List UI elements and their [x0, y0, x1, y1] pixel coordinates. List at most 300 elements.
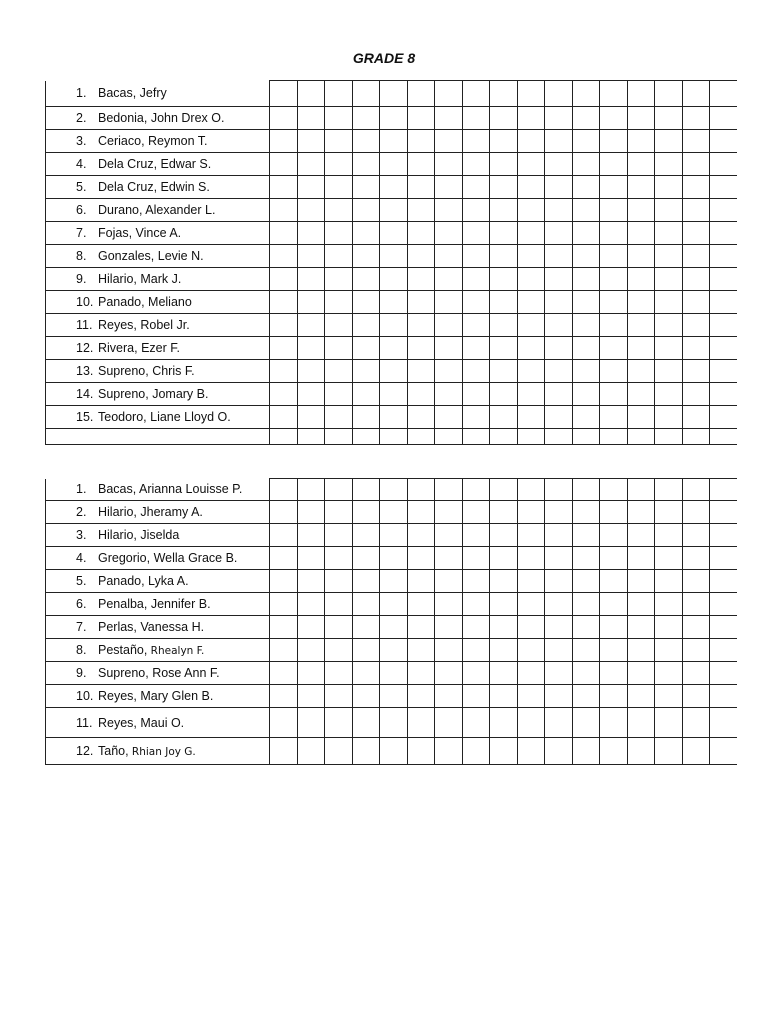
mark-cell[interactable]	[435, 81, 463, 107]
mark-cell[interactable]	[270, 130, 298, 153]
mark-cell[interactable]	[627, 314, 655, 337]
mark-cell[interactable]	[490, 176, 518, 199]
mark-cell[interactable]	[627, 547, 655, 570]
mark-cell[interactable]	[682, 479, 710, 501]
mark-cell[interactable]	[462, 547, 490, 570]
mark-cell[interactable]	[297, 245, 325, 268]
mark-cell[interactable]	[682, 337, 710, 360]
mark-cell[interactable]	[270, 176, 298, 199]
mark-cell[interactable]	[600, 291, 628, 314]
mark-cell[interactable]	[325, 406, 353, 429]
mark-cell[interactable]	[627, 130, 655, 153]
mark-cell[interactable]	[490, 570, 518, 593]
mark-cell[interactable]	[572, 501, 600, 524]
mark-cell[interactable]	[600, 547, 628, 570]
mark-cell[interactable]	[380, 337, 408, 360]
mark-cell[interactable]	[270, 738, 298, 765]
mark-cell[interactable]	[490, 662, 518, 685]
mark-cell[interactable]	[682, 662, 710, 685]
mark-cell[interactable]	[270, 593, 298, 616]
mark-cell[interactable]	[572, 406, 600, 429]
mark-cell[interactable]	[655, 337, 683, 360]
mark-cell[interactable]	[270, 360, 298, 383]
mark-cell[interactable]	[380, 291, 408, 314]
mark-cell[interactable]	[325, 524, 353, 547]
mark-cell[interactable]	[435, 360, 463, 383]
mark-cell[interactable]	[682, 383, 710, 406]
mark-cell[interactable]	[297, 685, 325, 708]
mark-cell[interactable]	[627, 81, 655, 107]
mark-cell[interactable]	[462, 501, 490, 524]
mark-cell[interactable]	[297, 547, 325, 570]
mark-cell[interactable]	[572, 738, 600, 765]
mark-cell[interactable]	[297, 616, 325, 639]
mark-cell[interactable]	[462, 176, 490, 199]
mark-cell[interactable]	[655, 616, 683, 639]
mark-cell[interactable]	[710, 199, 737, 222]
mark-cell[interactable]	[655, 81, 683, 107]
mark-cell[interactable]	[710, 547, 737, 570]
mark-cell[interactable]	[682, 81, 710, 107]
mark-cell[interactable]	[545, 429, 573, 445]
mark-cell[interactable]	[297, 383, 325, 406]
mark-cell[interactable]	[600, 314, 628, 337]
mark-cell[interactable]	[352, 245, 380, 268]
mark-cell[interactable]	[682, 130, 710, 153]
mark-cell[interactable]	[545, 130, 573, 153]
mark-cell[interactable]	[435, 501, 463, 524]
mark-cell[interactable]	[682, 291, 710, 314]
mark-cell[interactable]	[270, 662, 298, 685]
mark-cell[interactable]	[435, 479, 463, 501]
mark-cell[interactable]	[627, 501, 655, 524]
mark-cell[interactable]	[325, 130, 353, 153]
mark-cell[interactable]	[407, 314, 435, 337]
mark-cell[interactable]	[407, 429, 435, 445]
mark-cell[interactable]	[710, 337, 737, 360]
mark-cell[interactable]	[325, 314, 353, 337]
mark-cell[interactable]	[655, 130, 683, 153]
mark-cell[interactable]	[517, 245, 545, 268]
mark-cell[interactable]	[600, 107, 628, 130]
mark-cell[interactable]	[545, 107, 573, 130]
mark-cell[interactable]	[572, 429, 600, 445]
mark-cell[interactable]	[627, 593, 655, 616]
mark-cell[interactable]	[710, 176, 737, 199]
mark-cell[interactable]	[517, 501, 545, 524]
mark-cell[interactable]	[517, 337, 545, 360]
mark-cell[interactable]	[572, 314, 600, 337]
mark-cell[interactable]	[627, 337, 655, 360]
mark-cell[interactable]	[462, 245, 490, 268]
mark-cell[interactable]	[407, 130, 435, 153]
mark-cell[interactable]	[297, 81, 325, 107]
mark-cell[interactable]	[682, 524, 710, 547]
mark-cell[interactable]	[325, 222, 353, 245]
mark-cell[interactable]	[710, 685, 737, 708]
mark-cell[interactable]	[462, 360, 490, 383]
mark-cell[interactable]	[682, 406, 710, 429]
mark-cell[interactable]	[490, 314, 518, 337]
mark-cell[interactable]	[572, 360, 600, 383]
mark-cell[interactable]	[462, 314, 490, 337]
mark-cell[interactable]	[710, 479, 737, 501]
mark-cell[interactable]	[655, 593, 683, 616]
mark-cell[interactable]	[407, 501, 435, 524]
mark-cell[interactable]	[380, 685, 408, 708]
mark-cell[interactable]	[435, 429, 463, 445]
mark-cell[interactable]	[572, 662, 600, 685]
mark-cell[interactable]	[572, 337, 600, 360]
mark-cell[interactable]	[297, 222, 325, 245]
mark-cell[interactable]	[380, 245, 408, 268]
mark-cell[interactable]	[407, 245, 435, 268]
mark-cell[interactable]	[407, 222, 435, 245]
mark-cell[interactable]	[600, 222, 628, 245]
mark-cell[interactable]	[490, 524, 518, 547]
mark-cell[interactable]	[462, 107, 490, 130]
mark-cell[interactable]	[325, 685, 353, 708]
mark-cell[interactable]	[682, 547, 710, 570]
mark-cell[interactable]	[682, 360, 710, 383]
mark-cell[interactable]	[297, 524, 325, 547]
mark-cell[interactable]	[435, 524, 463, 547]
mark-cell[interactable]	[297, 107, 325, 130]
mark-cell[interactable]	[572, 153, 600, 176]
mark-cell[interactable]	[297, 662, 325, 685]
mark-cell[interactable]	[572, 639, 600, 662]
mark-cell[interactable]	[407, 337, 435, 360]
mark-cell[interactable]	[655, 153, 683, 176]
mark-cell[interactable]	[352, 547, 380, 570]
mark-cell[interactable]	[655, 662, 683, 685]
mark-cell[interactable]	[352, 199, 380, 222]
mark-cell[interactable]	[380, 708, 408, 738]
mark-cell[interactable]	[517, 268, 545, 291]
mark-cell[interactable]	[572, 383, 600, 406]
mark-cell[interactable]	[435, 199, 463, 222]
mark-cell[interactable]	[627, 153, 655, 176]
mark-cell[interactable]	[545, 479, 573, 501]
mark-cell[interactable]	[270, 291, 298, 314]
mark-cell[interactable]	[297, 153, 325, 176]
mark-cell[interactable]	[627, 245, 655, 268]
mark-cell[interactable]	[655, 639, 683, 662]
mark-cell[interactable]	[297, 314, 325, 337]
mark-cell[interactable]	[490, 245, 518, 268]
mark-cell[interactable]	[545, 685, 573, 708]
mark-cell[interactable]	[270, 81, 298, 107]
mark-cell[interactable]	[517, 360, 545, 383]
mark-cell[interactable]	[517, 130, 545, 153]
mark-cell[interactable]	[545, 291, 573, 314]
mark-cell[interactable]	[600, 593, 628, 616]
mark-cell[interactable]	[435, 130, 463, 153]
mark-cell[interactable]	[710, 222, 737, 245]
mark-cell[interactable]	[297, 360, 325, 383]
mark-cell[interactable]	[462, 570, 490, 593]
mark-cell[interactable]	[435, 593, 463, 616]
mark-cell[interactable]	[600, 360, 628, 383]
mark-cell[interactable]	[297, 199, 325, 222]
mark-cell[interactable]	[655, 547, 683, 570]
mark-cell[interactable]	[407, 153, 435, 176]
mark-cell[interactable]	[600, 738, 628, 765]
mark-cell[interactable]	[490, 153, 518, 176]
mark-cell[interactable]	[325, 199, 353, 222]
mark-cell[interactable]	[462, 337, 490, 360]
mark-cell[interactable]	[352, 222, 380, 245]
mark-cell[interactable]	[380, 314, 408, 337]
mark-cell[interactable]	[517, 107, 545, 130]
mark-cell[interactable]	[682, 685, 710, 708]
mark-cell[interactable]	[270, 383, 298, 406]
mark-cell[interactable]	[325, 570, 353, 593]
mark-cell[interactable]	[462, 708, 490, 738]
mark-cell[interactable]	[572, 268, 600, 291]
mark-cell[interactable]	[517, 685, 545, 708]
mark-cell[interactable]	[462, 153, 490, 176]
mark-cell[interactable]	[545, 738, 573, 765]
mark-cell[interactable]	[490, 708, 518, 738]
mark-cell[interactable]	[682, 153, 710, 176]
mark-cell[interactable]	[490, 107, 518, 130]
mark-cell[interactable]	[600, 662, 628, 685]
mark-cell[interactable]	[270, 570, 298, 593]
mark-cell[interactable]	[655, 406, 683, 429]
mark-cell[interactable]	[270, 524, 298, 547]
mark-cell[interactable]	[710, 501, 737, 524]
mark-cell[interactable]	[325, 547, 353, 570]
mark-cell[interactable]	[462, 524, 490, 547]
mark-cell[interactable]	[655, 268, 683, 291]
mark-cell[interactable]	[682, 429, 710, 445]
mark-cell[interactable]	[627, 176, 655, 199]
mark-cell[interactable]	[270, 199, 298, 222]
mark-cell[interactable]	[517, 738, 545, 765]
mark-cell[interactable]	[710, 639, 737, 662]
mark-cell[interactable]	[517, 383, 545, 406]
mark-cell[interactable]	[655, 708, 683, 738]
mark-cell[interactable]	[435, 383, 463, 406]
mark-cell[interactable]	[352, 314, 380, 337]
mark-cell[interactable]	[655, 245, 683, 268]
mark-cell[interactable]	[270, 479, 298, 501]
mark-cell[interactable]	[517, 708, 545, 738]
mark-cell[interactable]	[407, 107, 435, 130]
mark-cell[interactable]	[545, 501, 573, 524]
mark-cell[interactable]	[682, 107, 710, 130]
mark-cell[interactable]	[682, 616, 710, 639]
mark-cell[interactable]	[352, 708, 380, 738]
mark-cell[interactable]	[435, 685, 463, 708]
mark-cell[interactable]	[572, 547, 600, 570]
mark-cell[interactable]	[490, 222, 518, 245]
mark-cell[interactable]	[325, 383, 353, 406]
mark-cell[interactable]	[380, 153, 408, 176]
mark-cell[interactable]	[545, 81, 573, 107]
mark-cell[interactable]	[325, 593, 353, 616]
mark-cell[interactable]	[462, 291, 490, 314]
mark-cell[interactable]	[517, 429, 545, 445]
mark-cell[interactable]	[545, 593, 573, 616]
mark-cell[interactable]	[710, 570, 737, 593]
mark-cell[interactable]	[517, 616, 545, 639]
mark-cell[interactable]	[517, 176, 545, 199]
mark-cell[interactable]	[572, 199, 600, 222]
mark-cell[interactable]	[352, 501, 380, 524]
mark-cell[interactable]	[380, 429, 408, 445]
mark-cell[interactable]	[600, 685, 628, 708]
mark-cell[interactable]	[435, 176, 463, 199]
mark-cell[interactable]	[380, 199, 408, 222]
mark-cell[interactable]	[545, 639, 573, 662]
mark-cell[interactable]	[517, 222, 545, 245]
mark-cell[interactable]	[600, 383, 628, 406]
mark-cell[interactable]	[407, 738, 435, 765]
mark-cell[interactable]	[572, 81, 600, 107]
mark-cell[interactable]	[435, 616, 463, 639]
mark-cell[interactable]	[435, 639, 463, 662]
mark-cell[interactable]	[545, 524, 573, 547]
mark-cell[interactable]	[572, 479, 600, 501]
mark-cell[interactable]	[655, 383, 683, 406]
mark-cell[interactable]	[572, 616, 600, 639]
mark-cell[interactable]	[352, 81, 380, 107]
mark-cell[interactable]	[462, 199, 490, 222]
mark-cell[interactable]	[325, 429, 353, 445]
mark-cell[interactable]	[380, 593, 408, 616]
mark-cell[interactable]	[710, 406, 737, 429]
mark-cell[interactable]	[435, 268, 463, 291]
mark-cell[interactable]	[655, 524, 683, 547]
mark-cell[interactable]	[462, 639, 490, 662]
mark-cell[interactable]	[517, 406, 545, 429]
mark-cell[interactable]	[710, 524, 737, 547]
mark-cell[interactable]	[682, 245, 710, 268]
mark-cell[interactable]	[545, 383, 573, 406]
mark-cell[interactable]	[297, 738, 325, 765]
mark-cell[interactable]	[710, 107, 737, 130]
mark-cell[interactable]	[545, 406, 573, 429]
mark-cell[interactable]	[407, 176, 435, 199]
mark-cell[interactable]	[682, 708, 710, 738]
mark-cell[interactable]	[600, 337, 628, 360]
mark-cell[interactable]	[297, 291, 325, 314]
mark-cell[interactable]	[545, 199, 573, 222]
mark-cell[interactable]	[600, 199, 628, 222]
mark-cell[interactable]	[435, 153, 463, 176]
mark-cell[interactable]	[435, 337, 463, 360]
mark-cell[interactable]	[600, 153, 628, 176]
mark-cell[interactable]	[600, 268, 628, 291]
mark-cell[interactable]	[297, 130, 325, 153]
mark-cell[interactable]	[325, 153, 353, 176]
mark-cell[interactable]	[655, 479, 683, 501]
mark-cell[interactable]	[517, 153, 545, 176]
mark-cell[interactable]	[325, 639, 353, 662]
mark-cell[interactable]	[407, 593, 435, 616]
mark-cell[interactable]	[407, 81, 435, 107]
mark-cell[interactable]	[435, 222, 463, 245]
mark-cell[interactable]	[407, 199, 435, 222]
mark-cell[interactable]	[490, 501, 518, 524]
mark-cell[interactable]	[545, 662, 573, 685]
mark-cell[interactable]	[600, 176, 628, 199]
mark-cell[interactable]	[352, 639, 380, 662]
mark-cell[interactable]	[572, 708, 600, 738]
mark-cell[interactable]	[352, 291, 380, 314]
mark-cell[interactable]	[710, 291, 737, 314]
mark-cell[interactable]	[297, 501, 325, 524]
mark-cell[interactable]	[600, 524, 628, 547]
mark-cell[interactable]	[517, 479, 545, 501]
mark-cell[interactable]	[407, 291, 435, 314]
mark-cell[interactable]	[517, 81, 545, 107]
mark-cell[interactable]	[517, 547, 545, 570]
mark-cell[interactable]	[297, 708, 325, 738]
mark-cell[interactable]	[627, 107, 655, 130]
mark-cell[interactable]	[517, 639, 545, 662]
mark-cell[interactable]	[380, 738, 408, 765]
mark-cell[interactable]	[490, 547, 518, 570]
mark-cell[interactable]	[462, 268, 490, 291]
mark-cell[interactable]	[545, 616, 573, 639]
mark-cell[interactable]	[270, 314, 298, 337]
mark-cell[interactable]	[710, 153, 737, 176]
mark-cell[interactable]	[270, 222, 298, 245]
mark-cell[interactable]	[517, 314, 545, 337]
mark-cell[interactable]	[600, 501, 628, 524]
mark-cell[interactable]	[435, 291, 463, 314]
mark-cell[interactable]	[297, 176, 325, 199]
mark-cell[interactable]	[627, 268, 655, 291]
mark-cell[interactable]	[325, 360, 353, 383]
mark-cell[interactable]	[352, 360, 380, 383]
mark-cell[interactable]	[490, 360, 518, 383]
mark-cell[interactable]	[435, 738, 463, 765]
mark-cell[interactable]	[407, 360, 435, 383]
mark-cell[interactable]	[407, 639, 435, 662]
mark-cell[interactable]	[627, 738, 655, 765]
mark-cell[interactable]	[517, 199, 545, 222]
mark-cell[interactable]	[710, 616, 737, 639]
mark-cell[interactable]	[572, 222, 600, 245]
mark-cell[interactable]	[325, 501, 353, 524]
mark-cell[interactable]	[490, 685, 518, 708]
mark-cell[interactable]	[682, 222, 710, 245]
mark-cell[interactable]	[627, 570, 655, 593]
mark-cell[interactable]	[380, 501, 408, 524]
mark-cell[interactable]	[682, 314, 710, 337]
mark-cell[interactable]	[407, 685, 435, 708]
mark-cell[interactable]	[627, 479, 655, 501]
mark-cell[interactable]	[325, 291, 353, 314]
mark-cell[interactable]	[600, 130, 628, 153]
mark-cell[interactable]	[325, 107, 353, 130]
mark-cell[interactable]	[297, 406, 325, 429]
mark-cell[interactable]	[517, 570, 545, 593]
mark-cell[interactable]	[407, 479, 435, 501]
mark-cell[interactable]	[627, 708, 655, 738]
mark-cell[interactable]	[297, 268, 325, 291]
mark-cell[interactable]	[270, 547, 298, 570]
mark-cell[interactable]	[325, 176, 353, 199]
mark-cell[interactable]	[490, 616, 518, 639]
mark-cell[interactable]	[352, 479, 380, 501]
mark-cell[interactable]	[627, 222, 655, 245]
mark-cell[interactable]	[352, 593, 380, 616]
